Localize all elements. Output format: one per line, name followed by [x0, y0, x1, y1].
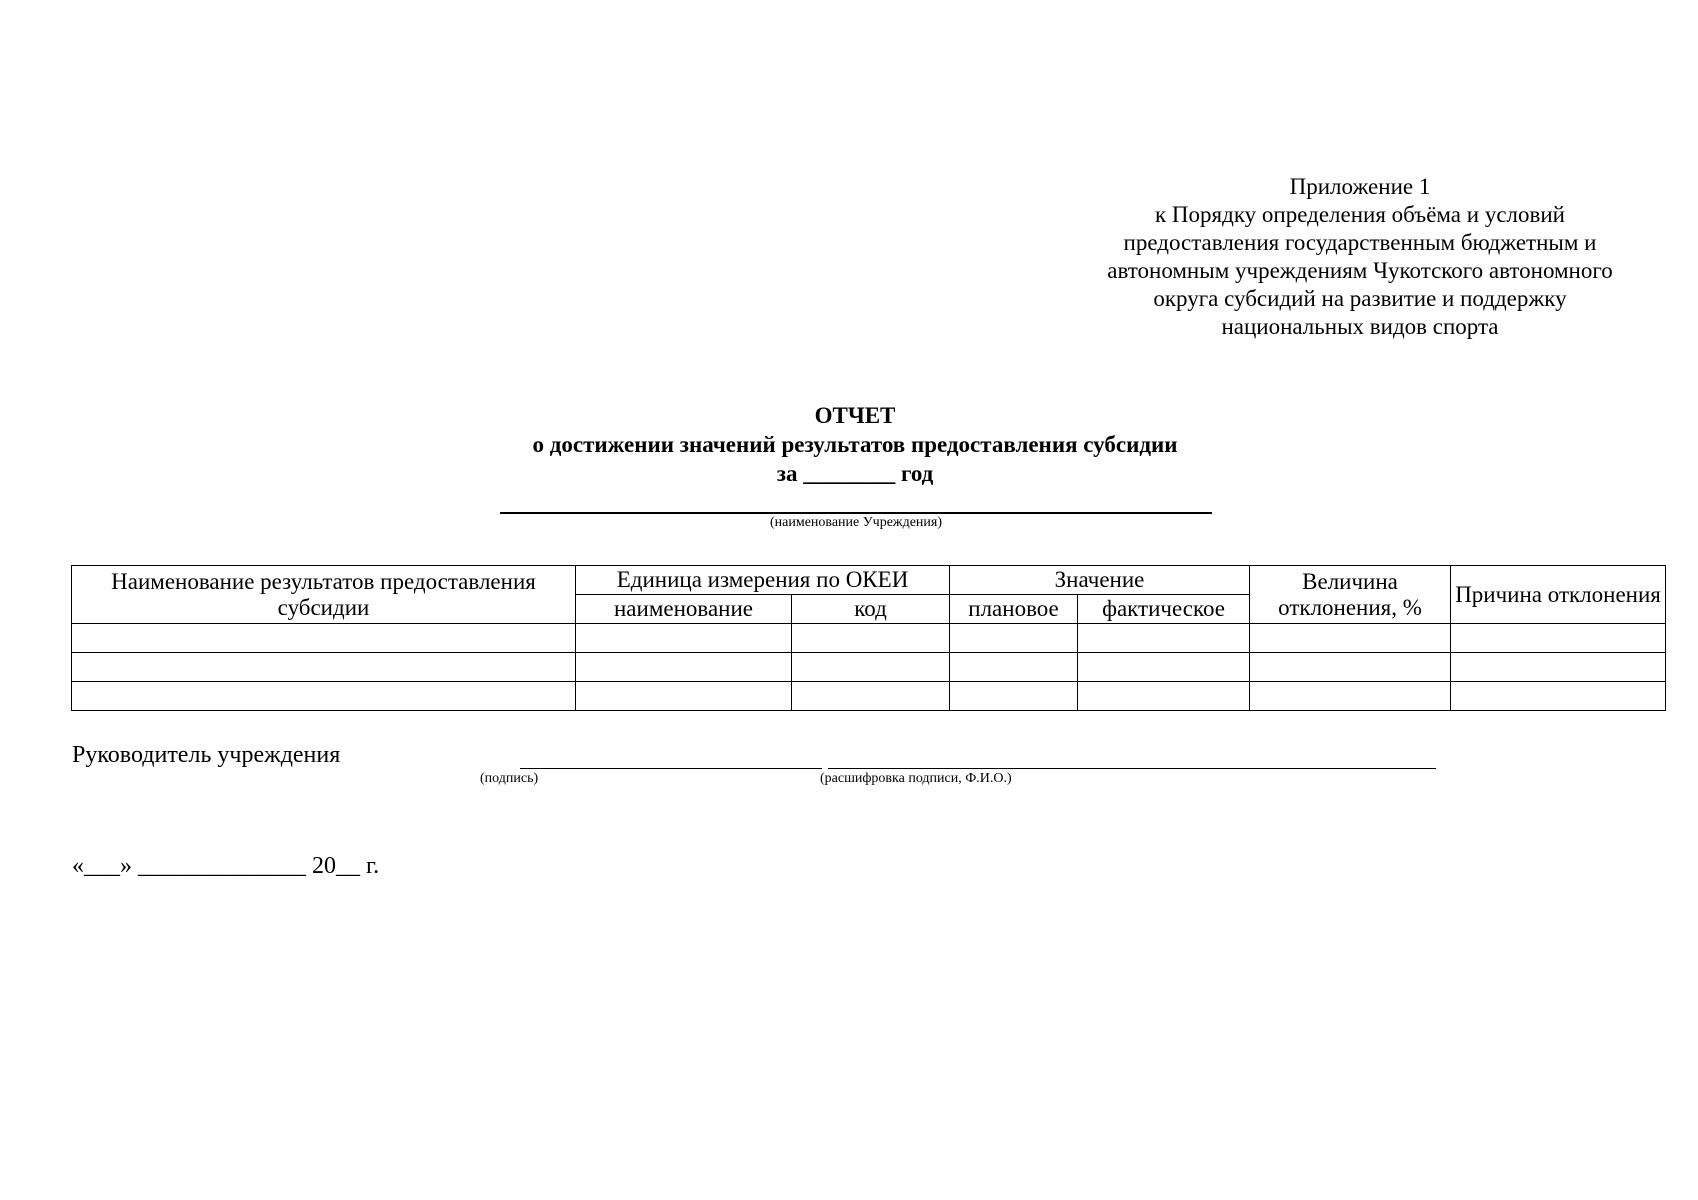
table-cell[interactable]: [1451, 653, 1666, 682]
table-cell[interactable]: [1078, 653, 1250, 682]
appendix-line: предоставления государственным бюджетным и: [1123, 230, 1597, 255]
report-title-block: [440, 401, 1270, 488]
table-cell[interactable]: [72, 653, 576, 682]
table-cell[interactable]: [1078, 624, 1250, 653]
header-result-name: Наименование результатов предоставления субсидии: [72, 566, 576, 624]
table-cell[interactable]: [576, 682, 792, 711]
appendix-block: [1080, 173, 1640, 341]
report-heading: ОТЧЕТ: [814, 403, 896, 428]
appendix-line: округа субсидий на развитие и поддержку: [1153, 286, 1567, 311]
table-cell[interactable]: [792, 624, 950, 653]
table-cell[interactable]: [950, 682, 1078, 711]
table-cell[interactable]: [1250, 653, 1451, 682]
report-period: за ________ год: [776, 461, 934, 486]
signature-label: Руководитель учреждения: [72, 742, 341, 768]
appendix-line: Приложение 1: [1289, 174, 1431, 199]
table-header-row: [72, 566, 1666, 595]
table-cell[interactable]: [1078, 682, 1250, 711]
appendix-line: национальных видов спорта: [1221, 314, 1499, 339]
table-cell[interactable]: [576, 653, 792, 682]
table-cell[interactable]: [1451, 624, 1666, 653]
table-row: [72, 624, 1666, 653]
table-cell[interactable]: [950, 653, 1078, 682]
table-cell[interactable]: [72, 682, 576, 711]
signature-name-caption: (расшифровка подписи, Ф.И.О.): [820, 771, 1012, 786]
table-cell[interactable]: [1250, 624, 1451, 653]
date-line: «___» ______________ 20__ г.: [72, 853, 380, 879]
appendix-line: к Порядку определения объёма и условий: [1155, 202, 1565, 227]
appendix-line: автономным учреждениям Чукотского автономного: [1107, 258, 1613, 283]
signature-name-line[interactable]: [828, 768, 1436, 769]
report-subheading: о достижении значений результатов предоставления субсидии: [532, 432, 1178, 457]
table-cell[interactable]: [1451, 682, 1666, 711]
institution-caption: (наименование Учреждения): [769, 515, 943, 530]
table-cell[interactable]: [1250, 682, 1451, 711]
table-cell[interactable]: [792, 682, 950, 711]
table-row: [72, 682, 1666, 711]
signature-line[interactable]: [520, 768, 822, 769]
table-cell[interactable]: [950, 624, 1078, 653]
signature-caption: (подпись): [480, 771, 539, 786]
header-value: Значение: [950, 566, 1250, 595]
header-reason: Причина отклонения: [1451, 566, 1666, 624]
table-cell[interactable]: [576, 624, 792, 653]
header-unit-name: наименование: [576, 595, 792, 624]
table-cell[interactable]: [72, 624, 576, 653]
table-row: [72, 653, 1666, 682]
report-table: [71, 565, 1666, 711]
header-unit-code: код: [792, 595, 950, 624]
header-value-plan: плановое: [950, 595, 1078, 624]
table-cell[interactable]: [792, 653, 950, 682]
header-deviation: Величина отклонения, %: [1250, 566, 1451, 624]
header-value-fact: фактическое: [1078, 595, 1250, 624]
header-unit: Единица измерения по ОКЕИ: [576, 566, 950, 595]
institution-name-line: [500, 512, 1212, 514]
